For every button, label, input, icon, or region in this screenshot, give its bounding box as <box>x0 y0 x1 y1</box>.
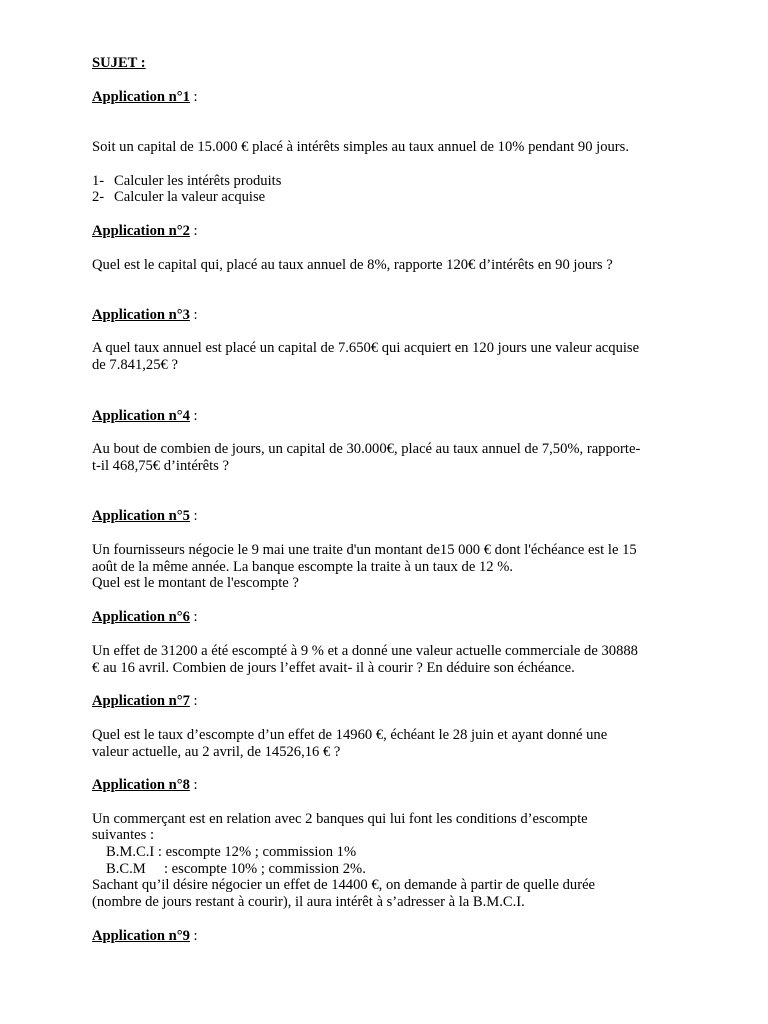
app4-statement-line-2: t-il 468,75€ d’intérêts ? <box>92 458 229 474</box>
section-heading-8-label: Application n°8 <box>92 777 190 793</box>
section-heading-8-colon: : <box>189 777 198 793</box>
section-heading-9 <box>92 928 198 945</box>
section-heading-2-label: Application n°2 <box>92 223 190 239</box>
app8-statement-line-4: (nombre de jours restant à courir), il aura intérêt à s’adresser à la B.M.C.I. <box>92 894 525 910</box>
section-heading-2 <box>92 223 198 240</box>
section-heading-4-colon: : <box>189 408 198 424</box>
section-heading-5-colon: : <box>189 508 198 524</box>
section-heading-5-label: Application n°5 <box>92 508 190 524</box>
app8-bank-bmci: B.M.C.I : escompte 12% ; commission 1% <box>106 844 357 860</box>
section-heading-7-colon: : <box>189 693 198 709</box>
section-heading-6-label: Application n°6 <box>92 609 190 625</box>
section-heading-7 <box>92 693 198 710</box>
section-heading-6 <box>92 609 198 626</box>
section-heading-5 <box>92 508 198 525</box>
section-heading-1 <box>92 89 198 106</box>
page-title: SUJET : <box>92 55 146 71</box>
app6-statement-line-2: € au 16 avril. Combien de jours l’effet avait- il à courir ? En déduire son échéance. <box>92 660 575 676</box>
section-heading-1-colon: : <box>189 89 198 105</box>
app5-question: Quel est le montant de l'escompte ? <box>92 575 299 591</box>
section-heading-9-colon: : <box>189 928 198 944</box>
section-heading-7-label: Application n°7 <box>92 693 190 709</box>
app5-statement-line-1: Un fournisseurs négocie le 9 mai une traite d'un montant de15 000 € dont l'échéance est le 15 <box>92 542 637 558</box>
section-heading-2-colon: : <box>189 223 198 239</box>
app7-statement-line-1: Quel est le taux d’escompte d’un effet de 14960 €, échéant le 28 juin et ayant donné une <box>92 727 608 743</box>
section-heading-3-label: Application n°3 <box>92 307 190 323</box>
app1-item-1-number: 1- <box>92 173 105 189</box>
section-heading-4 <box>92 408 198 425</box>
app1-item-2: Calculer la valeur acquise <box>114 189 266 205</box>
app2-statement: Quel est le capital qui, placé au taux annuel de 8%, rapporte 120€ d’intérêts en 90 jours ? <box>92 257 613 273</box>
app5-statement-line-2: août de la même année. La banque escompte la traite à un taux de 12 %. <box>92 559 514 575</box>
app3-statement-line-2: de 7.841,25€ ? <box>92 357 178 373</box>
app8-statement-line-2: suivantes : <box>92 827 155 843</box>
section-heading-3-colon: : <box>189 307 198 323</box>
section-heading-3 <box>92 307 198 324</box>
app8-bank-bcm: B.C.M : escompte 10% ; commission 2%. <box>106 861 366 877</box>
app8-statement-line-1: Un commerçant est en relation avec 2 banques qui lui font les conditions d’escompte <box>92 811 588 827</box>
app1-item-1: Calculer les intérêts produits <box>114 173 282 189</box>
section-heading-8 <box>92 777 198 794</box>
section-heading-4-label: Application n°4 <box>92 408 190 424</box>
app8-statement-line-3: Sachant qu’il désire négocier un effet de 14400 €, on demande à partir de quelle durée <box>92 877 596 893</box>
app6-statement-line-1: Un effet de 31200 a été escompté à 9 % et a donné une valeur actuelle commerciale de 30888 <box>92 643 638 659</box>
app7-statement-line-2: valeur actuelle, au 2 avril, de 14526,16 € ? <box>92 744 341 760</box>
app4-statement-line-1: Au bout de combien de jours, un capital de 30.000€, placé au taux annuel de 7,50%, rapporte- <box>92 441 641 457</box>
app1-item-2-number: 2- <box>92 189 105 205</box>
app3-statement-line-1: A quel taux annuel est placé un capital de 7.650€ qui acquiert en 120 jours une valeur acquise <box>92 340 640 356</box>
app1-statement: Soit un capital de 15.000 € placé à intérêts simples au taux annuel de 10% pendant 90 jours. <box>92 139 629 155</box>
section-heading-1-label: Application n°1 <box>92 89 190 105</box>
section-heading-6-colon: : <box>189 609 198 625</box>
section-heading-9-label: Application n°9 <box>92 928 190 944</box>
